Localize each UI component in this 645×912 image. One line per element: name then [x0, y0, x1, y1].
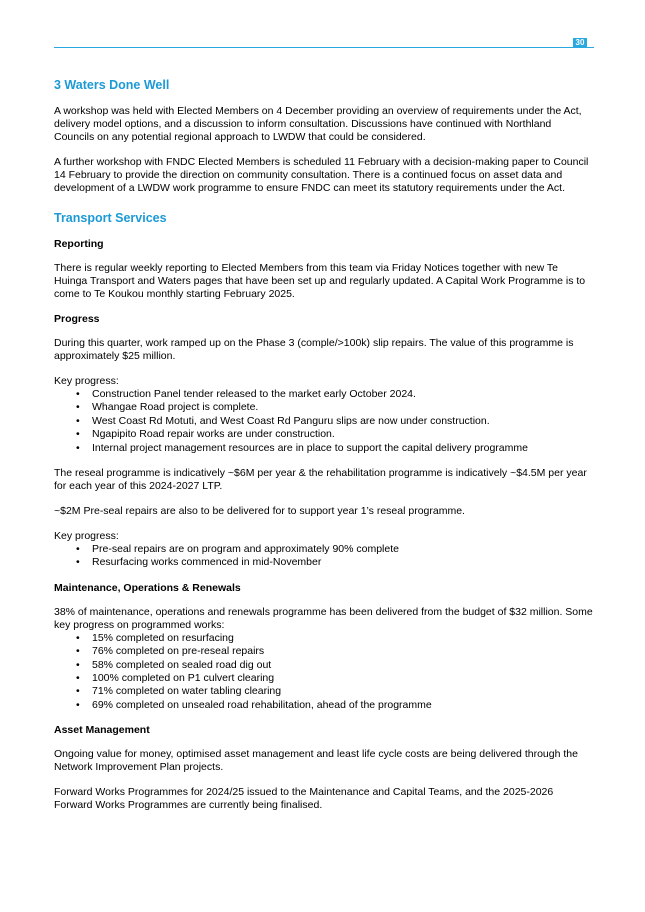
bullet-list	[54, 543, 594, 570]
header-rule	[54, 47, 594, 48]
list-item: • 15% completed on resurfacing	[76, 632, 594, 645]
list-item: • 76% completed on pre-reseal repairs	[76, 645, 594, 658]
page-number-badge: 30	[573, 38, 587, 48]
list-item: • Whangae Road project is complete.	[76, 401, 594, 414]
list-item: • 69% completed on unsealed road rehabilitation, ahead of the programme	[76, 699, 594, 712]
subheading-asset-management: Asset Management	[54, 724, 150, 737]
paragraph: Forward Works Programmes for 2024/25 issued to the Maintenance and Capital Teams, and the 2025-2026 Forward Works Programmes are currently being finalised.	[54, 786, 554, 812]
list-item: • 100% completed on P1 culvert clearing	[76, 672, 594, 685]
paragraph: 38% of maintenance, operations and renewals programme has been delivered from the budget of $32 million. Some key progress on programmed works:	[54, 605, 593, 631]
bullet-list	[54, 388, 594, 455]
list-item: • 71% completed on water tabling clearing	[76, 685, 594, 698]
key-progress-label: Key progress:	[54, 530, 119, 543]
list-item: • 58% completed on sealed road dig out	[76, 659, 594, 672]
paragraph: A further workshop with FNDC Elected Members is scheduled 11 February with a decision-making paper to Council 14 February to provide the direction on community consultation. There is a continued focus on asset data and development of a LWDW work programme to ensure FNDC can meet its statutory requirements under the Act.	[54, 156, 589, 194]
paragraph: A workshop was held with Elected Members on 4 December providing an overview of requirements under the Act, delivery model options, and a discussion to inform consultation. Discussions have continued with Northland Councils on any potential regional approach to LWDW that could be considered.	[54, 105, 582, 143]
list-item: • West Coast Rd Motuti, and West Coast Rd Panguru slips are now under construction.	[76, 415, 594, 428]
key-progress-label: Key progress:	[54, 375, 119, 387]
list-item: • Internal project management resources are in place to support the capital delivery programme	[76, 442, 594, 455]
list-item: • Ngapipito Road repair works are under construction.	[76, 428, 594, 441]
list-item: • Pre-seal repairs are on program and approximately 90% complete	[76, 543, 594, 556]
page-content	[54, 78, 594, 824]
paragraph: During this quarter, work ramped up on the Phase 3 (comple/>100k) slip repairs. The value of this programme is approximately $25 million.	[54, 337, 574, 362]
subheading-reporting: Reporting	[54, 238, 104, 250]
paragraph: ~$2M Pre-seal repairs are also to be delivered for to support year 1’s reseal programme.	[54, 505, 465, 518]
paragraph: Ongoing value for money, optimised asset management and least life cycle costs are being delivered through the Network Improvement Plan projects.	[54, 748, 578, 774]
paragraph: There is regular weekly reporting to Elected Members from this team via Friday Notices together with new Te Huinga Transport and Waters pages that have been set up and regularly updated. A Capital Work Programme is to come to Te Koukou monthly starting February 2025.	[54, 262, 586, 300]
list-item: • Construction Panel tender released to the market early October 2024.	[76, 388, 594, 401]
list-item: • Resurfacing works commenced in mid-November	[76, 556, 594, 569]
section-heading-transport: Transport Services	[54, 211, 167, 225]
subheading-progress: Progress	[54, 313, 100, 325]
paragraph: The reseal programme is indicatively ~$6M per year & the rehabilitation programme is indicatively ~$4.5M per year for each year of this 2024-2027 LTP.	[54, 467, 587, 493]
bullet-list	[54, 632, 594, 712]
section-heading-3-waters: 3 Waters Done Well	[54, 78, 170, 92]
subheading-maintenance: Maintenance, Operations & Renewals	[54, 581, 241, 594]
